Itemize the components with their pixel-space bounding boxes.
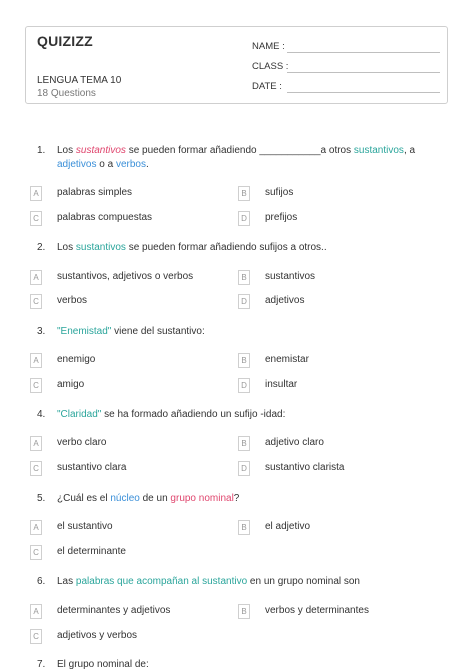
name-field[interactable]	[287, 52, 440, 53]
highlight: grupo nominal	[170, 493, 234, 504]
name-label: NAME :	[252, 41, 285, 52]
option-letter: D	[238, 294, 250, 309]
question-count: 18 Questions	[37, 88, 96, 99]
option-letter: B	[238, 186, 250, 201]
option-letter: D	[238, 211, 250, 226]
option-text: insultar	[265, 379, 298, 390]
option-text: verbos	[57, 295, 88, 306]
option-letter: A	[30, 520, 42, 535]
question-number: 2.	[37, 242, 46, 253]
option-letter: C	[30, 211, 42, 226]
option-letter: C	[30, 545, 42, 560]
option-text: prefijos	[265, 212, 298, 223]
option-letter: C	[30, 378, 42, 393]
question-number: 4.	[37, 409, 46, 420]
highlight: sustantivos	[75, 145, 126, 156]
option-text: el sustantivo	[57, 521, 113, 532]
option-text: palabras simples	[57, 187, 133, 198]
highlight: "Claridad"	[57, 409, 102, 420]
option-text: sustantivo clarista	[265, 462, 345, 473]
question-text: "Enemistad" viene del sustantivo:	[57, 326, 205, 337]
class-label: CLASS :	[252, 61, 289, 72]
class-field[interactable]	[287, 72, 440, 73]
option-text: adjetivo claro	[265, 437, 324, 448]
date-label: DATE :	[252, 81, 282, 92]
question-number: 5.	[37, 493, 46, 504]
option-letter: D	[238, 378, 250, 393]
question-number: 1.	[37, 145, 46, 156]
question-text: Los sustantivos se pueden formar añadiendo sufijos a otros..	[57, 242, 327, 253]
question-text: El grupo nominal de:	[57, 659, 149, 670]
highlight: núcleo	[110, 493, 140, 504]
option-letter: C	[30, 461, 42, 476]
option-letter: C	[30, 294, 42, 309]
highlight: palabras que acompañan al sustantivo	[75, 576, 248, 587]
option-letter: B	[238, 604, 250, 619]
option-text: determinantes y adjetivos	[57, 605, 171, 616]
option-letter: B	[238, 436, 250, 451]
option-text: sustantivos	[265, 271, 316, 282]
highlight: verbos	[115, 159, 146, 170]
option-text: verbo claro	[57, 437, 107, 448]
question-text: Los sustantivos se pueden formar añadiendo ___________a otros sustantivos, a adjetivos o a verbos.	[57, 145, 416, 170]
question-number: 3.	[37, 326, 46, 337]
option-letter: B	[238, 520, 250, 535]
question-number: 7.	[37, 659, 46, 670]
option-text: sustantivos, adjetivos o verbos	[57, 271, 194, 282]
option-letter: A	[30, 186, 42, 201]
option-letter: B	[238, 353, 250, 368]
option-text: enemigo	[57, 354, 96, 365]
question-text: ¿Cuál es el núcleo de un grupo nominal?	[57, 493, 240, 504]
option-text: el adjetivo	[265, 521, 311, 532]
worksheet-header	[25, 26, 448, 104]
option-text: adjetivos	[265, 295, 305, 306]
question-text: "Claridad" se ha formado añadiendo un sufijo -idad:	[57, 409, 286, 420]
highlight: "Enemistad"	[57, 326, 112, 337]
quiz-title: LENGUA TEMA 10	[37, 75, 122, 86]
option-text: adjetivos y verbos	[57, 630, 138, 641]
highlight: sustantivos	[75, 242, 126, 253]
option-letter: C	[30, 629, 42, 644]
date-field[interactable]	[287, 92, 440, 93]
option-text: enemistar	[265, 354, 309, 365]
option-text: palabras compuestas	[57, 212, 153, 223]
option-text: sustantivo clara	[57, 462, 127, 473]
option-text: verbos y determinantes	[265, 605, 369, 616]
option-text: sufijos	[265, 187, 294, 198]
option-text: el determinante	[57, 546, 126, 557]
option-letter: B	[238, 270, 250, 285]
option-letter: A	[30, 270, 42, 285]
question-number: 6.	[37, 576, 46, 587]
option-text: amigo	[57, 379, 85, 390]
option-letter: D	[238, 461, 250, 476]
question-text: Las palabras que acompañan al sustantivo en un grupo nominal son	[57, 576, 360, 587]
option-letter: A	[30, 353, 42, 368]
highlight: sustantivos	[353, 145, 404, 156]
option-letter: A	[30, 604, 42, 619]
highlight: adjetivos	[57, 159, 97, 170]
option-letter: A	[30, 436, 42, 451]
quizizz-logo: QUIZIZZ	[37, 33, 93, 49]
